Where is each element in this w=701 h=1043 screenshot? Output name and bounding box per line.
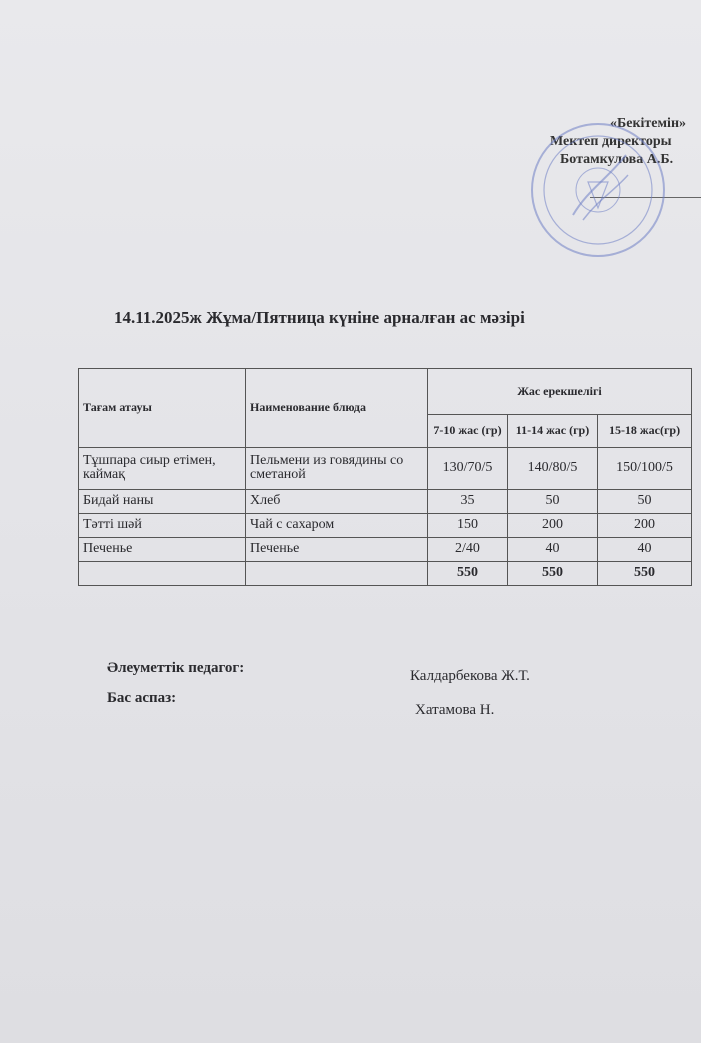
header-dish-ru: Наименование блюда — [246, 369, 428, 448]
total-empty-cell — [246, 561, 428, 585]
portion-15-18: 40 — [598, 537, 692, 561]
approval-position: Мектеп директоры — [550, 134, 672, 149]
page-title: 14.11.2025ж Жұма/Пятница күніне арналған ас мәзірі — [114, 308, 525, 327]
total-15-18: 550 — [598, 561, 692, 585]
header-age-7-10: 7-10 жас (гр) — [428, 415, 508, 448]
portion-11-14: 50 — [508, 489, 598, 513]
signature-name-social-teacher: Калдарбекова Ж.Т. — [410, 668, 530, 684]
table-row — [79, 489, 692, 513]
dish-name-ru: Печенье — [246, 537, 428, 561]
portion-11-14: 40 — [508, 537, 598, 561]
menu-table — [78, 368, 692, 586]
total-11-14: 550 — [508, 561, 598, 585]
header-dish-kz: Тағам атауы — [79, 369, 246, 448]
signature-name-head-cook: Хатамова Н. — [415, 702, 495, 718]
portion-7-10: 150 — [428, 513, 508, 537]
dish-name-ru: Хлеб — [246, 489, 428, 513]
dish-name-kz: Тұшпара сиыр етімен, каймақ — [79, 447, 246, 489]
portion-7-10: 130/70/5 — [428, 447, 508, 489]
portion-15-18: 50 — [598, 489, 692, 513]
header-age-11-14: 11-14 жас (гр) — [508, 415, 598, 448]
table-row — [79, 513, 692, 537]
signature-line — [590, 197, 701, 198]
portion-15-18: 150/100/5 — [598, 447, 692, 489]
approval-heading: «Бекітемін» — [610, 116, 687, 131]
table-row-total — [79, 561, 692, 585]
portion-7-10: 35 — [428, 489, 508, 513]
approval-director-name: Ботамкулова А.Б. — [560, 152, 674, 167]
dish-name-ru: Пельмени из говядины со сметаной — [246, 447, 428, 489]
header-age-group: Жас ерекшелігі — [428, 369, 692, 415]
total-empty-cell — [79, 561, 246, 585]
approval-block — [545, 115, 701, 169]
table-row — [79, 447, 692, 489]
portion-7-10: 2/40 — [428, 537, 508, 561]
dish-name-kz: Печенье — [79, 537, 246, 561]
dish-name-ru: Чай с сахаром — [246, 513, 428, 537]
dish-name-kz: Бидай наны — [79, 489, 246, 513]
signature-role-social-teacher: Әлеуметтік педагог: — [107, 660, 245, 676]
header-age-15-18: 15-18 жас(гр) — [598, 415, 692, 448]
signature-role-head-cook: Бас аспаз: — [107, 690, 177, 706]
portion-15-18: 200 — [598, 513, 692, 537]
dish-name-kz: Тәтті шәй — [79, 513, 246, 537]
total-7-10: 550 — [428, 561, 508, 585]
table-row — [79, 537, 692, 561]
portion-11-14: 140/80/5 — [508, 447, 598, 489]
portion-11-14: 200 — [508, 513, 598, 537]
